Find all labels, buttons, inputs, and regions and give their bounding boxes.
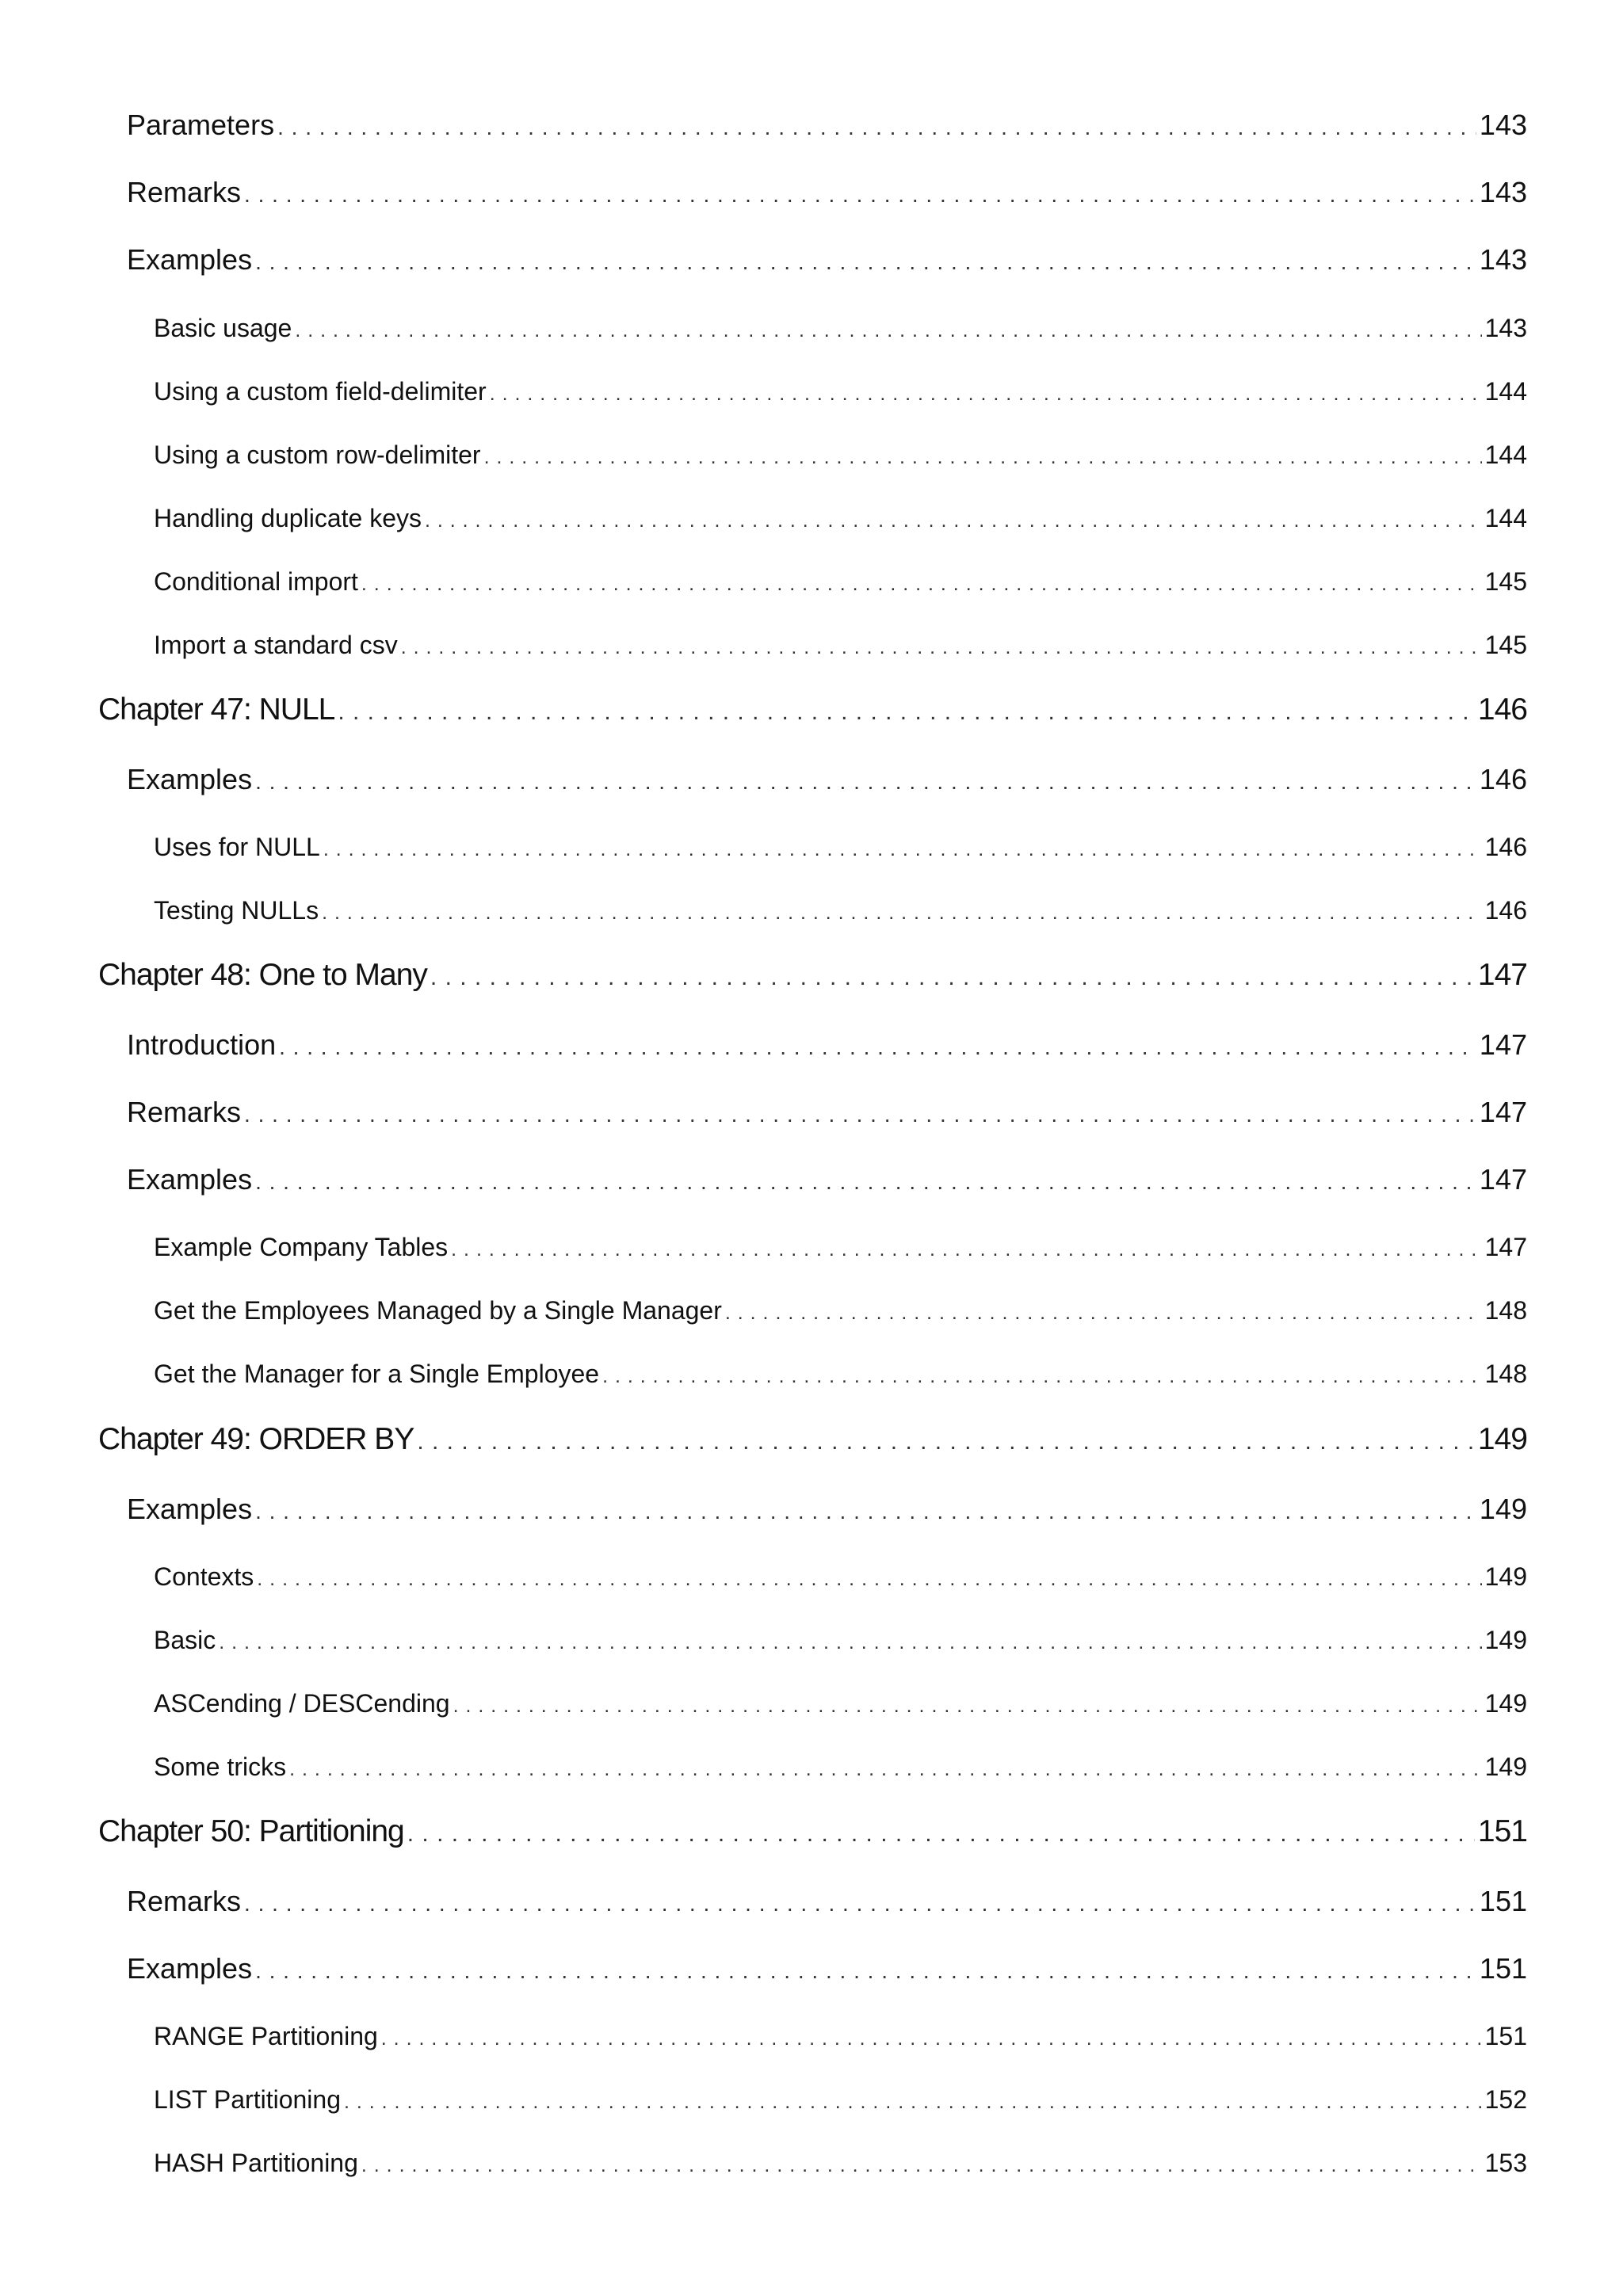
toc-entry[interactable]: [154, 1689, 1527, 1726]
toc-entry-title: Get the Employees Managed by a Single Manager: [154, 1296, 722, 1325]
dot-leader: [407, 1821, 1475, 1848]
toc-entry[interactable]: [154, 1753, 1527, 1789]
toc-entry-title: Examples: [127, 1952, 253, 1985]
toc-entry[interactable]: [154, 2149, 1527, 2185]
toc-entry[interactable]: [154, 2085, 1527, 2122]
toc-entry-title: Some tricks: [154, 1753, 287, 1781]
toc-entry-title: Parameters: [127, 109, 275, 141]
dot-leader: [361, 573, 1482, 596]
dot-leader: [244, 1891, 1476, 1917]
dot-leader: [244, 1102, 1476, 1127]
toc-chapter-entry[interactable]: [98, 958, 1527, 1005]
toc-entry[interactable]: [154, 441, 1527, 477]
toc-chapter-entry[interactable]: [98, 1422, 1527, 1470]
toc-entry-title: Testing NULLs: [154, 896, 319, 925]
dot-leader: [257, 1568, 1481, 1591]
toc-entry[interactable]: [127, 1028, 1527, 1071]
toc-entry-page: 144: [1484, 504, 1527, 532]
toc-entry-title: Using a custom field-delimiter: [154, 377, 487, 406]
toc-entry-title: ASCending / DESCending: [154, 1689, 450, 1718]
toc-entry-page: 146: [1484, 896, 1527, 925]
toc-entry[interactable]: [154, 1296, 1527, 1333]
toc-entry-title: Chapter 50: Partitioning: [98, 1814, 404, 1848]
dot-leader: [255, 1169, 1476, 1195]
toc-entry-page: 143: [1479, 176, 1527, 208]
toc-entry[interactable]: [154, 504, 1527, 540]
dot-leader: [338, 699, 1475, 726]
toc-entry[interactable]: [154, 1562, 1527, 1599]
toc-entry[interactable]: [154, 567, 1527, 604]
dot-leader: [323, 838, 1482, 861]
dot-leader: [602, 1365, 1482, 1388]
toc-entry-page: 147: [1479, 1028, 1527, 1061]
toc-entry-title: Basic: [154, 1626, 216, 1654]
toc-entry[interactable]: [154, 2022, 1527, 2058]
dot-leader: [451, 1238, 1481, 1261]
toc-entry-title: Contexts: [154, 1562, 254, 1591]
dot-leader: [255, 769, 1476, 795]
toc-entry-page: 151: [1477, 1814, 1527, 1848]
toc-entry-page: 149: [1484, 1562, 1527, 1591]
toc-entry-page: 143: [1479, 243, 1527, 276]
dot-leader: [289, 1758, 1481, 1781]
toc-entry-page: 146: [1484, 833, 1527, 861]
toc-entry[interactable]: [154, 833, 1527, 869]
toc-entry[interactable]: [154, 896, 1527, 933]
toc-entry-title: Uses for NULL: [154, 833, 320, 861]
toc-entry-page: 148: [1484, 1360, 1527, 1388]
toc-entry-title: Conditional import: [154, 567, 358, 596]
toc-entry-title: Import a standard csv: [154, 631, 398, 659]
toc-entry-page: 145: [1484, 567, 1527, 596]
dot-leader: [322, 902, 1482, 925]
dot-leader: [425, 509, 1482, 532]
toc-entry[interactable]: [127, 1096, 1527, 1138]
toc-entry-page: 147: [1484, 1233, 1527, 1261]
toc-entry[interactable]: [154, 1360, 1527, 1396]
dot-leader: [277, 115, 1476, 140]
toc-entry-page: 149: [1477, 1422, 1527, 1456]
toc-entry-page: 153: [1484, 2149, 1527, 2177]
toc-entry-page: 146: [1477, 692, 1527, 727]
dot-leader: [490, 383, 1482, 406]
toc-entry-page: 149: [1484, 1753, 1527, 1781]
toc-entry-title: Get the Manager for a Single Employee: [154, 1360, 600, 1388]
toc-entry-title: Handling duplicate keys: [154, 504, 422, 532]
dot-leader: [295, 319, 1481, 342]
toc-entry-title: Examples: [127, 1163, 253, 1196]
toc-entry[interactable]: [154, 1626, 1527, 1662]
toc-entry[interactable]: [127, 1163, 1527, 1206]
toc-entry-title: Remarks: [127, 1096, 242, 1128]
toc-entry-title: LIST Partitioning: [154, 2085, 341, 2114]
dot-leader: [255, 1499, 1476, 1524]
toc-entry-title: Remarks: [127, 1885, 242, 1917]
dot-leader: [430, 964, 1475, 991]
toc-entry-title: Chapter 49: ORDER BY: [98, 1422, 414, 1456]
toc-entry[interactable]: [127, 109, 1527, 151]
toc-entry-page: 147: [1477, 958, 1527, 992]
toc-entry-page: 152: [1484, 2085, 1527, 2114]
toc-entry-page: 147: [1479, 1096, 1527, 1128]
dot-leader: [453, 1695, 1482, 1718]
toc-entry-title: Using a custom row-delimiter: [154, 441, 481, 469]
dot-leader: [255, 250, 1476, 275]
dot-leader: [725, 1302, 1482, 1325]
toc-entry[interactable]: [127, 243, 1527, 286]
toc-entry-title: Remarks: [127, 176, 242, 208]
toc-entry[interactable]: [127, 1952, 1527, 1995]
dot-leader: [219, 1631, 1481, 1654]
toc-entry-page: 144: [1484, 377, 1527, 406]
toc-entry-page: 144: [1484, 441, 1527, 469]
dot-leader: [417, 1428, 1475, 1455]
toc-entry-title: RANGE Partitioning: [154, 2022, 378, 2050]
toc-entry-title: Examples: [127, 763, 253, 795]
dot-leader: [244, 182, 1476, 208]
toc-entry-page: 149: [1484, 1626, 1527, 1654]
toc-entry-title: Chapter 47: NULL: [98, 692, 335, 727]
dot-leader: [279, 1035, 1476, 1060]
toc-entry-title: Chapter 48: One to Many: [98, 958, 427, 992]
toc-entry[interactable]: [154, 377, 1527, 414]
toc-entry-title: Examples: [127, 243, 253, 276]
toc-entry[interactable]: [127, 176, 1527, 219]
toc-entry-page: 151: [1479, 1885, 1527, 1917]
toc-entry-page: 149: [1479, 1493, 1527, 1525]
toc-entry-page: 147: [1479, 1163, 1527, 1196]
dot-leader: [361, 2154, 1482, 2177]
toc-entry-page: 151: [1484, 2022, 1527, 2050]
toc-entry[interactable]: [127, 1493, 1527, 1535]
toc-entry-page: 149: [1484, 1689, 1527, 1718]
toc-entry[interactable]: [154, 314, 1527, 350]
toc-chapter-entry[interactable]: [98, 1814, 1527, 1862]
dot-leader: [255, 1958, 1476, 1984]
toc-entry-page: 143: [1479, 109, 1527, 141]
toc-entry[interactable]: [127, 1885, 1527, 1928]
toc-entry-title: Examples: [127, 1493, 253, 1525]
toc-entry-title: Basic usage: [154, 314, 292, 342]
dot-leader: [381, 2027, 1482, 2050]
toc-entry-page: 145: [1484, 631, 1527, 659]
toc-entry[interactable]: [127, 763, 1527, 806]
toc-entry-page: 146: [1479, 763, 1527, 795]
toc-entry-title: Introduction: [127, 1028, 277, 1061]
dot-leader: [401, 636, 1482, 659]
toc-entry-page: 151: [1479, 1952, 1527, 1985]
dot-leader: [344, 2091, 1482, 2114]
toc-entry-title: HASH Partitioning: [154, 2149, 358, 2177]
toc-chapter-entry[interactable]: [98, 692, 1527, 740]
toc-entry-page: 148: [1484, 1296, 1527, 1325]
toc-entry-page: 143: [1484, 314, 1527, 342]
toc-entry[interactable]: [154, 631, 1527, 667]
dot-leader: [484, 446, 1482, 469]
toc-entry[interactable]: [154, 1233, 1527, 1269]
toc-entry-title: Example Company Tables: [154, 1233, 449, 1261]
